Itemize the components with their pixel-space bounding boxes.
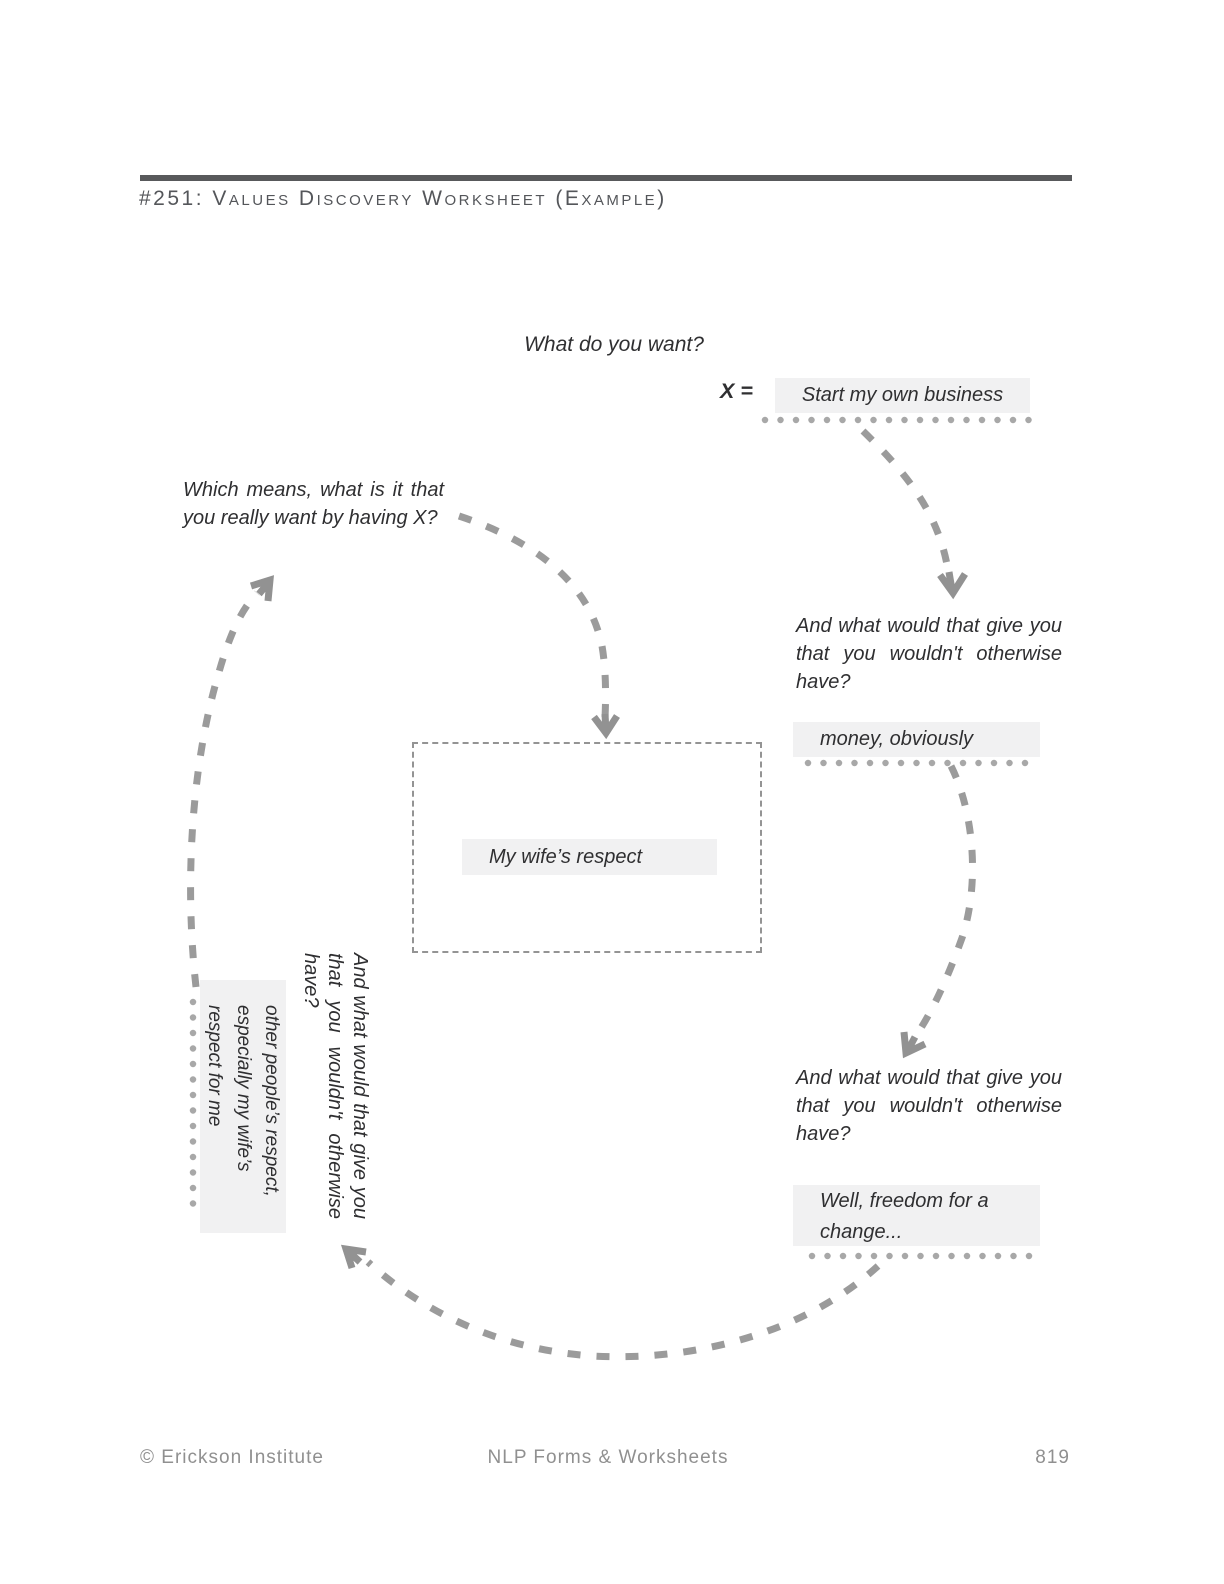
arrowhead-up-right (251, 580, 270, 601)
page-title: #251: Values Discovery Worksheet (Example) (139, 187, 667, 210)
answer-other-respect (201, 980, 287, 1233)
arrowhead-down-2 (594, 714, 617, 733)
rotated-block-inner (202, 953, 372, 1235)
question-line: have? (796, 671, 851, 693)
question-line: that you wouldn't otherwise (324, 953, 347, 1219)
answer-line: other people’s respect, (261, 1005, 283, 1197)
x-equals-label: X = (720, 379, 753, 403)
arrowhead-up-left (346, 1249, 366, 1268)
arrowhead-down-1 (940, 572, 965, 593)
answer-money: money, obviously (793, 722, 1040, 757)
arrow-rotated-to-which-means (191, 593, 257, 987)
header-rule (140, 175, 1072, 181)
question-line: And what would that give you (796, 1067, 1062, 1089)
footer-book-title: NLP Forms & Worksheets (487, 1447, 729, 1468)
question-line: have? (300, 953, 322, 1008)
arrow-money-to-question2 (913, 766, 973, 1040)
question-what-give-1 (796, 612, 1062, 696)
rotated-block (202, 953, 372, 1235)
answer-wifes-respect: My wife’s respect (462, 839, 717, 875)
question-line: And what would that give you (796, 615, 1062, 637)
arrow-freedom-to-rotated (368, 1262, 878, 1357)
arrow-x-to-question1 (863, 431, 948, 570)
arrowhead-down-left (904, 1032, 925, 1053)
footer-copyright: © Erickson Institute (140, 1447, 324, 1468)
question-what-give-rotated (299, 953, 373, 1219)
question-which-means (183, 477, 444, 532)
footer-page-number: 819 (1035, 1447, 1070, 1468)
answer-line: Well, freedom for a (820, 1190, 989, 1212)
answer-freedom (793, 1185, 1040, 1246)
answer-start-business: Start my own business (775, 378, 1030, 413)
question-line: you really want by having X? (183, 506, 438, 529)
question-line: Which means, what is it that (183, 479, 444, 501)
question-line: And what would that give you (349, 953, 371, 1219)
prompt-what-do-you-want: What do you want? (524, 333, 704, 356)
answer-line: especially my wife’s (233, 1005, 254, 1172)
question-line: have? (796, 1123, 851, 1145)
answer-line: change... (820, 1220, 903, 1243)
question-what-give-2 (796, 1064, 1062, 1148)
answer-line: respect for me (204, 1005, 226, 1127)
question-line: that you wouldn't otherwise (796, 1095, 1062, 1117)
question-line: that you wouldn't otherwise (796, 643, 1062, 665)
arrow-which-means-to-box (459, 516, 606, 718)
